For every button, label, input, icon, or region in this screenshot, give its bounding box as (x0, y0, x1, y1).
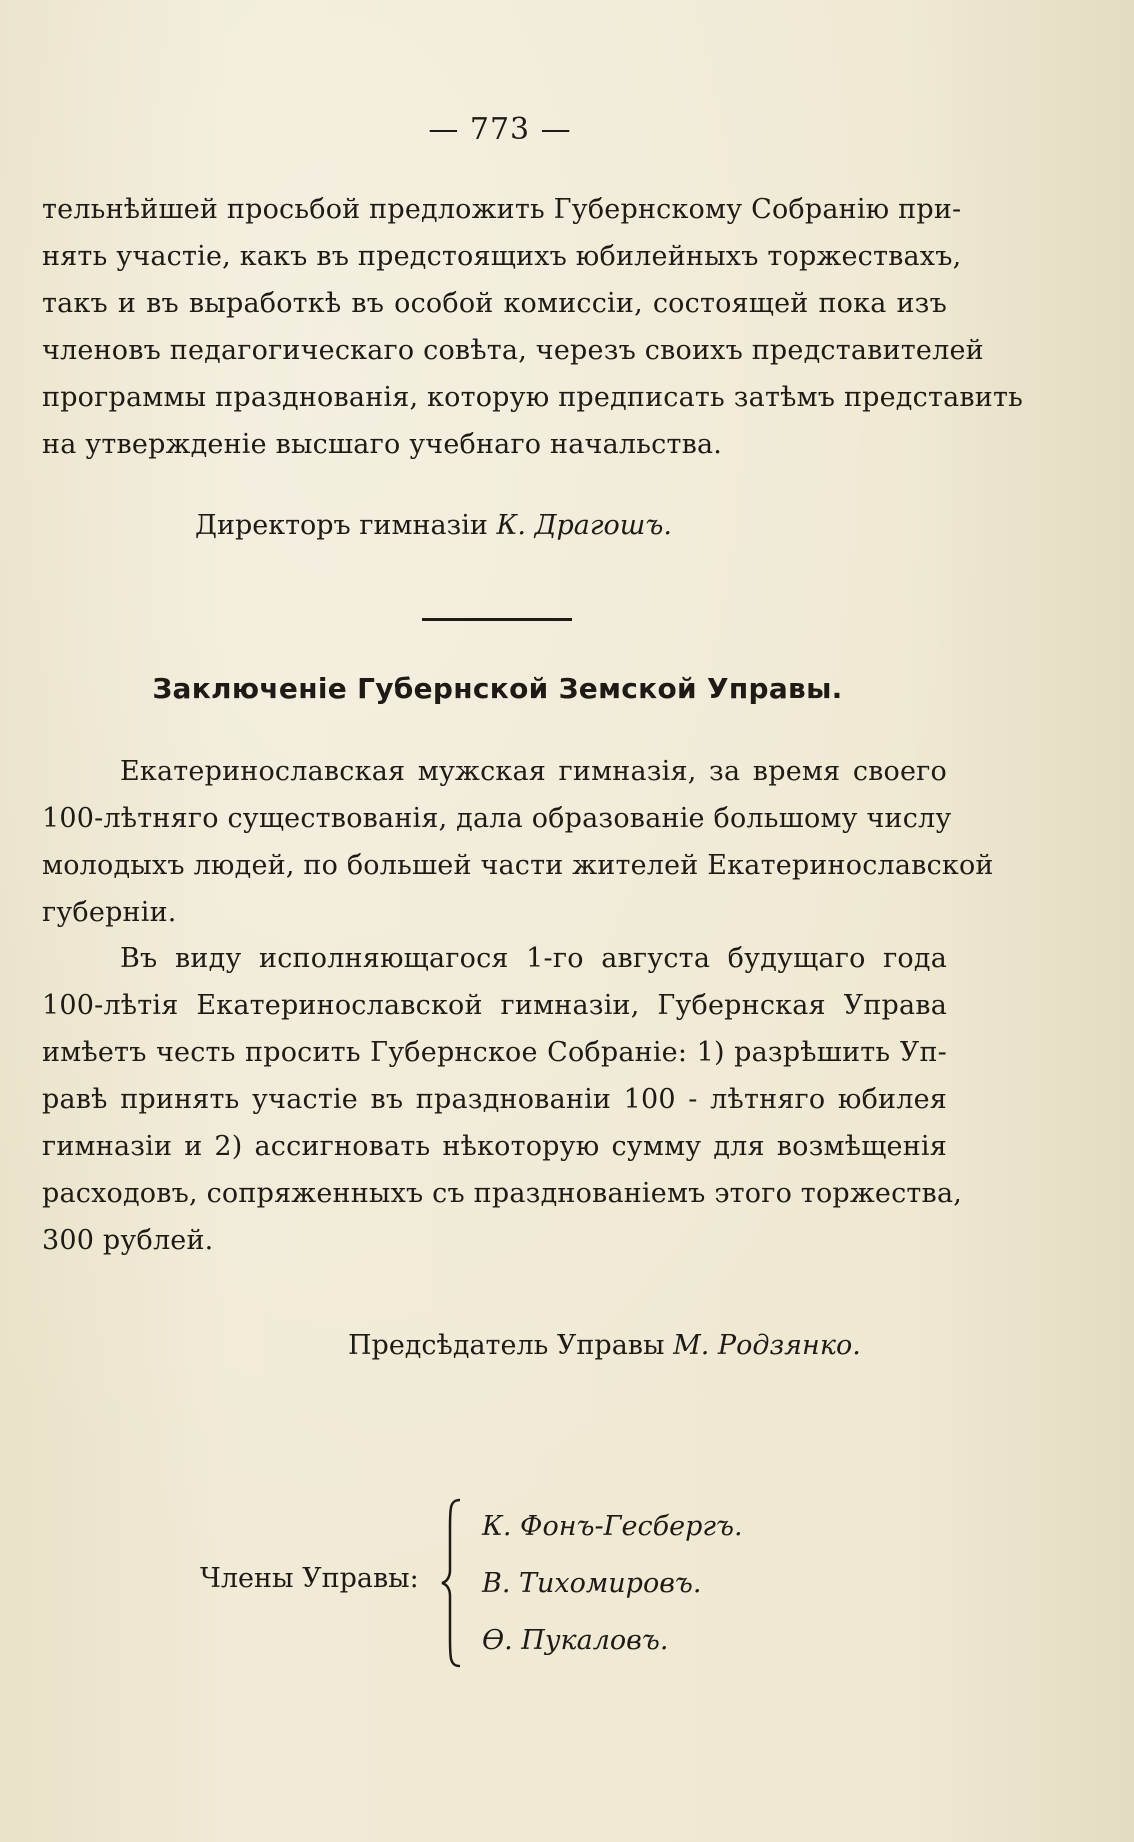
director-title: Директоръ гимназіи (195, 510, 488, 541)
text-line: членовъ педагогическаго совѣта, черезъ своихъ представителей (42, 335, 984, 366)
text-line: имѣетъ честь просить Губернское Собраніе: 1) разрѣшить Уп- (42, 1037, 947, 1068)
director-signature (195, 510, 672, 541)
curly-brace-icon (440, 1498, 464, 1668)
text-line: такъ и въ выработкѣ въ особой комиссіи, состоящей пока изъ (42, 288, 947, 319)
text-line: программы празднованія, которую предписать затѣмъ представить (42, 382, 1024, 413)
text-line: тельнѣйшей просьбой предложить Губернскому Собранію при- (42, 194, 962, 225)
paragraph-request (42, 935, 963, 1264)
text-line: на утвержденіе высшаго учебнаго начальства. (42, 429, 723, 460)
member-name: В. Тихомировъ. (482, 1568, 702, 1599)
chairman-signature (348, 1330, 861, 1361)
text-line: Екатеринославская мужская гимназія, за время своего (120, 756, 947, 787)
intro-paragraph (42, 186, 1024, 468)
paragraph-gymnasium (42, 748, 994, 936)
members-list (482, 1498, 743, 1669)
text-line: равѣ принять участіе въ празднованіи 100 - лѣтняго юбилея (42, 1084, 947, 1115)
text-line: губерніи. (42, 897, 177, 928)
text-line: молодыхъ людей, по большей части жителей Екатеринославской (42, 850, 994, 881)
text-line: 300 рублей. (42, 1225, 214, 1256)
text-line: Въ виду исполняющагося 1-го августа будущаго года (120, 943, 947, 974)
section-heading: Заключеніе Губернской Земской Управы. (152, 672, 843, 705)
chairman-title: Предсѣдатель Управы (348, 1330, 665, 1361)
text-line: расходовъ, сопряженныхъ съ празднованіемъ этого торжества, (42, 1178, 963, 1209)
chairman-name: М. Родзянко. (673, 1330, 861, 1361)
member-name: Ѳ. Пукаловъ. (482, 1625, 669, 1656)
page-number: — 773 — (428, 112, 572, 147)
director-name: К. Драгошъ. (496, 510, 672, 541)
text-line: 100-лѣтія Екатеринославской гимназіи, Губернская Управа (42, 990, 947, 1021)
section-divider (422, 618, 572, 621)
text-line: нять участіе, какъ въ предстоящихъ юбилейныхъ торжествахъ, (42, 241, 962, 272)
members-label: Члены Управы: (200, 1563, 419, 1594)
text-line: гимназіи и 2) ассигновать нѣкоторую сумму для возмѣщенія (42, 1131, 947, 1162)
member-name: К. Фонъ-Гесбергъ. (482, 1511, 743, 1542)
text-line: 100-лѣтняго существованія, дала образованіе большому числу (42, 803, 952, 834)
